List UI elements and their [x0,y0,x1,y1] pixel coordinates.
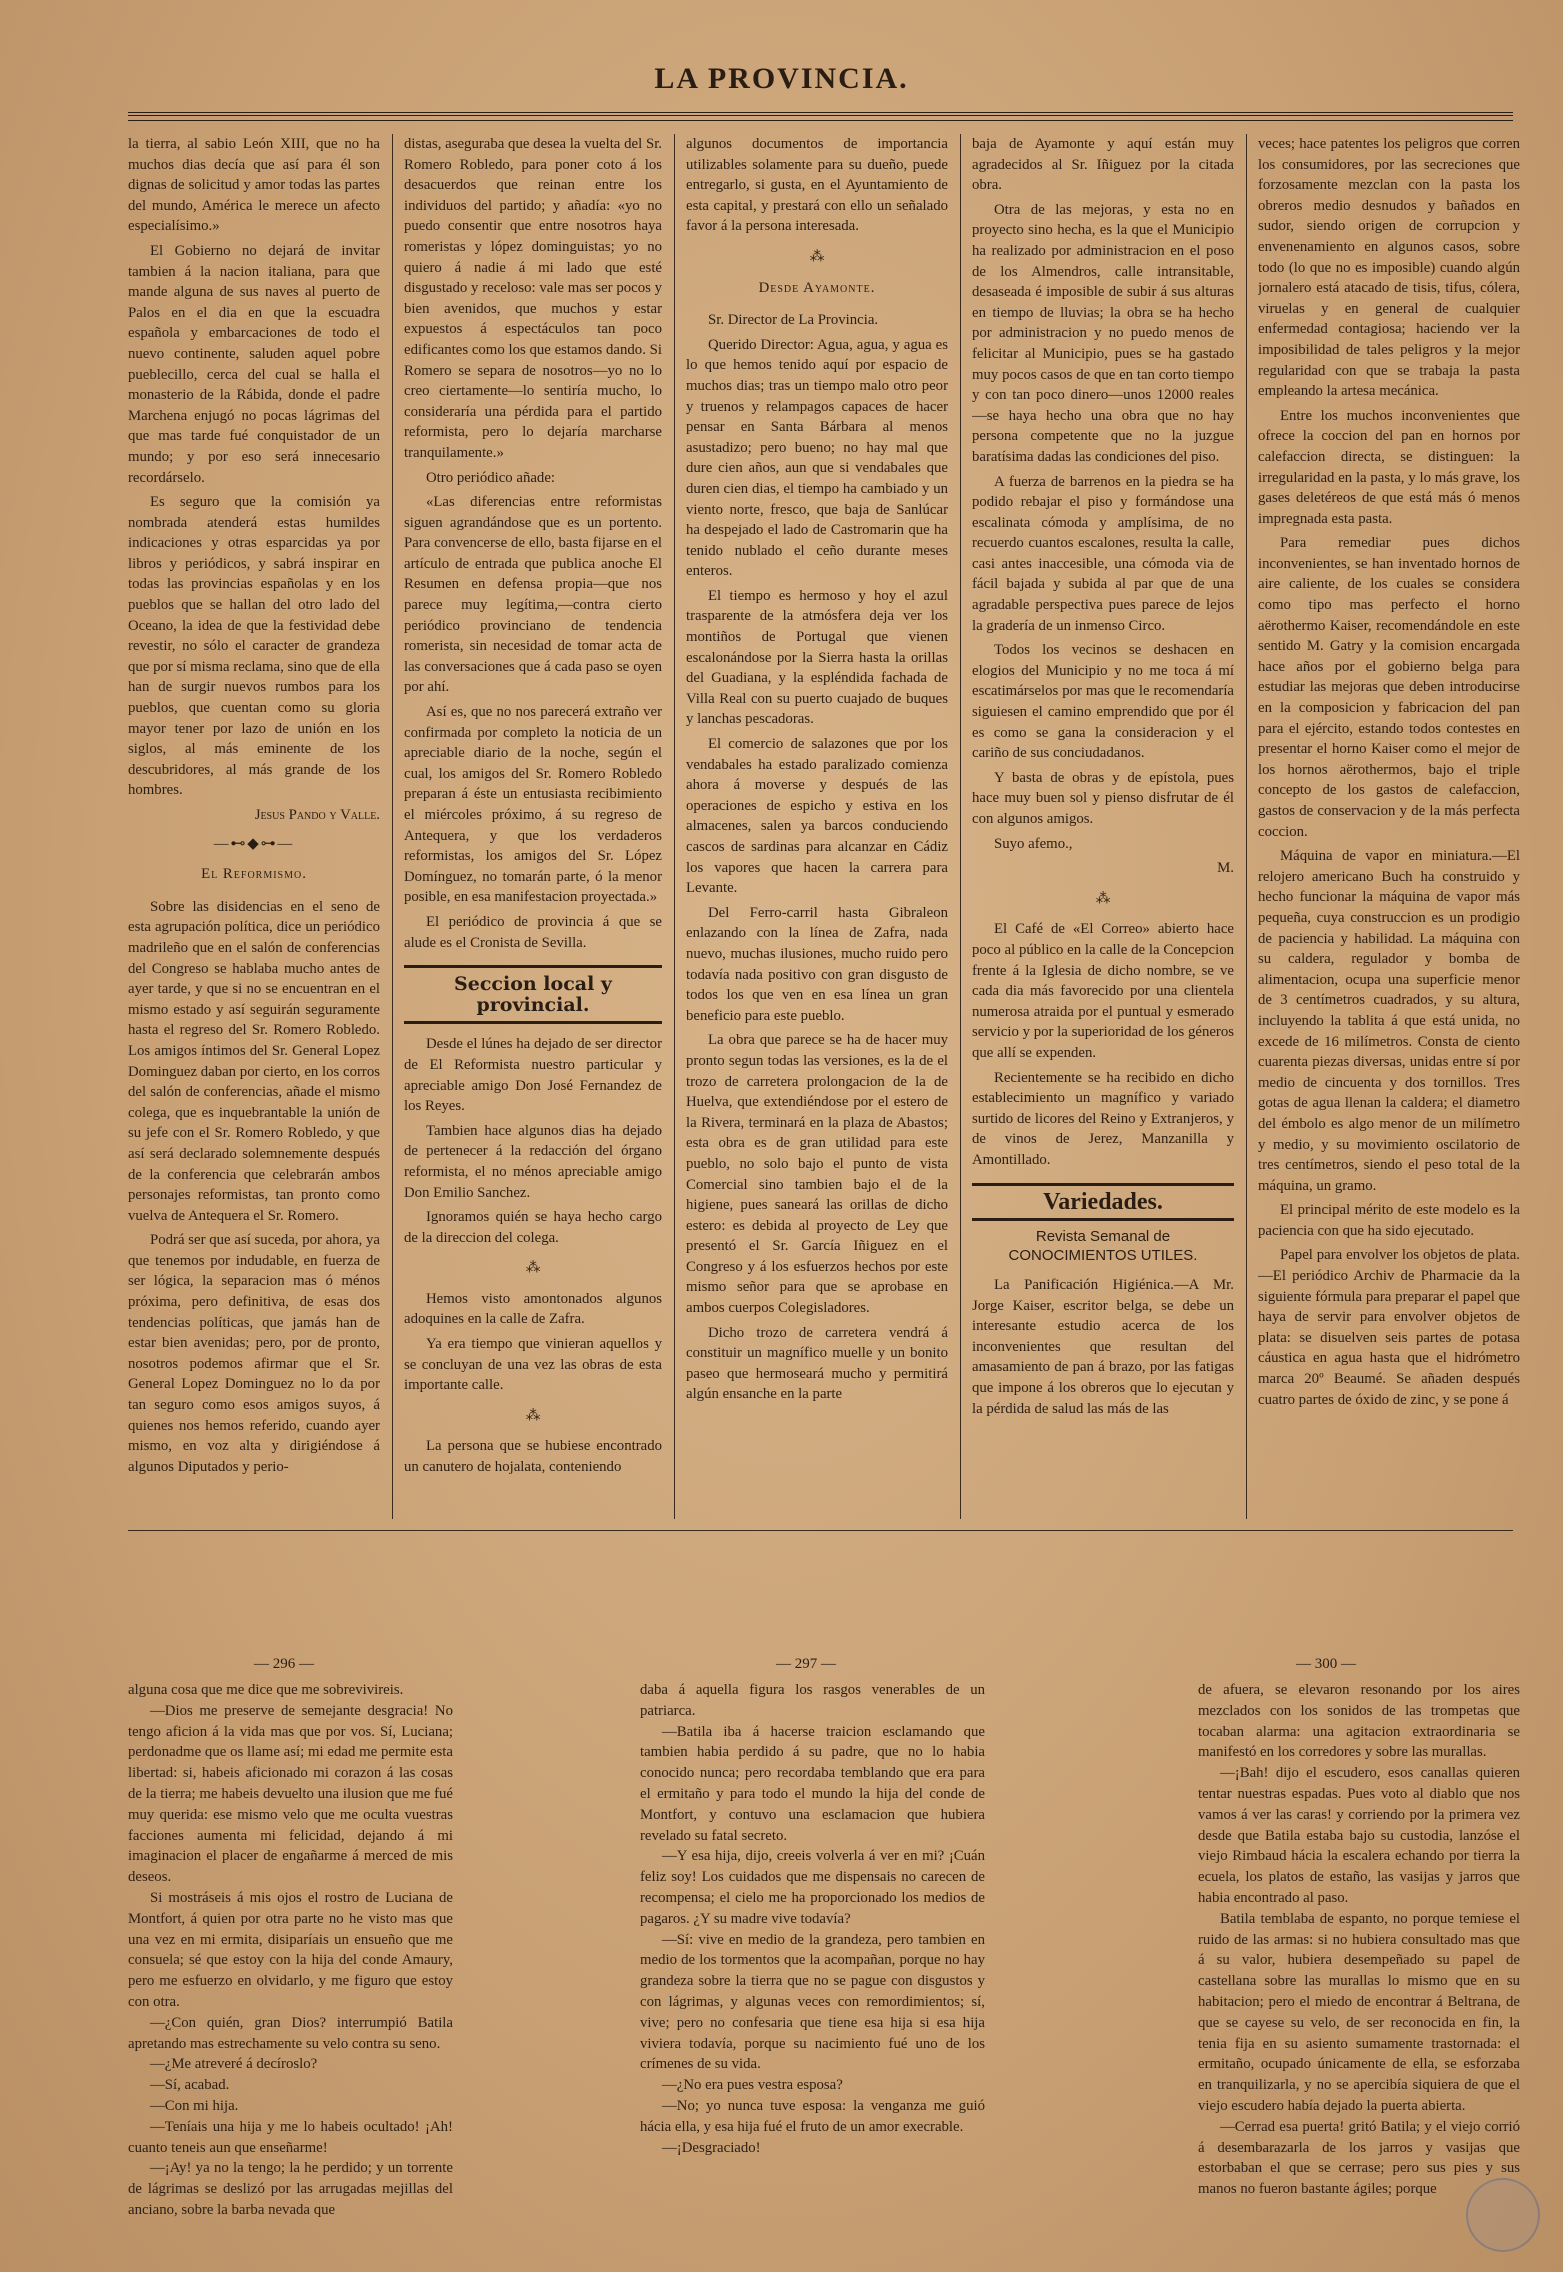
article-paragraph: algunos documentos de importancia utilizables solamente para su dueño, puede entregarlo, si gusta, en el Ayuntamiento de esta capital, y prestará con ello un señalado favor á la persona interesada. [686,136,948,235]
serial-paragraph: de afuera, se elevaron resonando por los aires mezclados con los sonidos de las trompetas que tocaban alarma: una agitacion extraordinaria se manifestó en los corredores y sobre las murallas. [1198,1682,1520,1761]
asterism-separator: ⁂ [525,1407,541,1424]
article-paragraph: El tiempo es hermoso y hoy el azul trasparente de la atmósfera deja ver los montiños de Portugal que vienen escalonándose por la Sierra hasta la orillas del Guadiana, y la espléndida fachada de Villa Real con su puerto cuajado de buques y lanchas pescadoras. [686,587,948,728]
serial-paragraph: Batila temblaba de espanto, no porque temiese el ruido de las armas: si no hubiera consultado mas que á su valor, hubiera desempeñado su papel de castellana sobre las murallas lo mismo que en su habitacion; pero el miedo de encontrar á Beltrana, de que se cayese su velo, de ser reconocida en fin, la tenia fija en su asiento sumamente trastornada: el ermitaño, ocupado únicamente de ella, se esforzaba en tranquilizarla, y no se apercibía siquiera de que el viejo escudero había dejado la puerta abierta. [1198,1910,1520,2114]
column-divider [1246,134,1247,1519]
upper-column-4 [972,134,1234,1519]
article-paragraph: La Panificación Higiénica.—A Mr. Jorge Kaiser, escritor belga, se debe un interesante estudio acerca de los inconvenientes que resultan del amasamiento de pan á brazo, por las fatigas que impone á los obreros que lo ejecutan y la pérdida de salud las más de las [972,1277,1234,1417]
article-paragraph: La persona que se hubiese encontrado un canutero de hojalata, conteniendo [404,1438,662,1476]
article-paragraph: Papel para envolver los objetos de plata.—El periódico Archiv de Pharmacie da la siguiente fórmula para preparar el papel que haya de servir para envolver objetos de plata: se disuelven seis partes de potasa cáustica en agua hasta que el hidrómetro marca 20º Beaumé. Se añaden después cuatro partes de óxido de zinc, y se pone á [1258,1247,1520,1408]
serial-paragraph: —¿Me atreveré á decíroslo? [150,2056,318,2073]
article-paragraph: Sobre las disidencias en el seno de esta agrupación política, dice un periódico madrileño que en el salón de conferencias del Congreso se hablaba mucho antes de ayer tarde, y que si no se encuentran en el mismo estado y así seguirán seguramente hasta el regreso del Sr. Romero Robledo. Los amigos íntimos del Sr. General Lopez Dominguez daban por cierto, en los corros del salón de conferencias, añade el mismo colega, que es inquebrantable la unión de su jefe con el Sr. Romero Robledo, y que así será declarado solemnemente después de la conferencia que celebrarán ambos personajes reformistas, tan pronto como vuelva de Antequera el Sr. Romero. [128,898,380,1224]
serial-paragraph: —¿Con quién, gran Dios? interrumpió Batila apretando mas estrechamente su velo contra su seno. [128,2014,453,2052]
column-divider [392,134,393,1519]
upper-column-2 [404,134,662,1519]
serial-paragraph: —Batila iba á hacerse traicion esclamando que tambien habia perdido á su padre, que no lo habia conocido nunca; pero recordaba temblando que era para el ermitaño y para todo el mundo la hija del conde de Montfort, y contuvo una esclamacion que hubiera revelado su fatal secreto. [640,1723,985,1844]
article-paragraph: Suyo afemo., [994,835,1073,852]
serial-paragraph: —Con mi hija. [150,2097,239,2114]
serial-paragraph: —¡Ay! ya no la tengo; la he perdido; y un torrente de lágrimas se deslizó por las arrugadas mejillas del anciano, sobre la barba nevada que [128,2160,453,2218]
page-number-296: — 296 — [254,1656,314,1672]
serial-paragraph: Si mostráseis á mis ojos el rostro de Luciana de Montfort, á quien por otra parte no he visto mas que una vez en mi ermita, disiparíais un ensueño que me consuela; sé que estoy con la hija del conde Amaury, pero me esfuerzo en olvidarlo, y me figuro que estoy con otra. [128,1889,453,2010]
serial-paragraph: —Y esa hija, dijo, creeis volverla á ver en mi? ¡Cuán feliz soy! Los cuidados que me dispensais no carecen de recompensa; el cielo me ha proporcionado los medios de pagaros. ¿Y su madre vive todavía? [640,1848,985,1927]
serial-paragraph: daba á aquella figura los rasgos venerables de un patriarca. [640,1682,985,1719]
serial-paragraph: —Dios me preserve de semejante desgracia! No tengo aficion á la vida mas que por vos. Sí, Luciana; perdonadme que os llame así; mi edad me permite esta libertad: si, habeis aficionado mi corazon á las cosas de la tierra; me habeis devuelto una ilusion que me fué muy querida: ese mismo velo que me oculta vuestras facciones aumenta mi felicidad, dejando á mi imaginacion el placer de engañarme á merced de mis deseos. [128,1702,453,1886]
serial-column-2 [640,1680,985,2240]
section-heading: Desde Ayamonte. [758,279,876,296]
section-heading: El Reformismo. [201,866,307,883]
asterism-separator: ⁂ [1095,890,1111,907]
article-paragraph: baja de Ayamonte y aquí están muy agradecidos al Sr. Iñiguez por la citada obra. [972,136,1234,194]
serial-column-3 [1198,1680,1520,2240]
section-banner: Seccion local y provincial. [404,965,662,1024]
serial-column-1 [128,1680,453,2240]
page-bottom-rule [128,1530,1513,1531]
upper-column-3 [686,134,948,1519]
article-paragraph: veces; hace patentes los peligros que corren los consumidores, por las secreciones que forzosamente mezclan con la pasta los obreros medio desnudos y bañados en sudor, siendo origen de corrupcion y envenenamiento en algunos casos, sobre todo (lo que no es imposible) cuando algún jornalero está atacado de tisis, tifus, cólera, viruelas y en general de cualquier enfermedad contagiosa; haciendo ver la imposibilidad de tales peligros y la mejor regularidad con que se trabaja la pasta empleando la artesa mecánica. [1258,136,1520,400]
article-paragraph: «Las diferencias entre reformistas siguen agrandándose que es un portento. Para convencerse de ello, basta fijarse en el artículo de entrada que publica anoche El Resumen en defensa propia—que nos parece muy legítima,—contra cierto periódico provinciano de tendencia romerista, sin necesidad de tomar acta de las conversaciones que á cada paso se oyen por ahí. [404,494,662,696]
serial-paragraph: —No; yo nunca tuve esposa: la venganza me guió hácia ella, y esa hija fué el fruto de un amor execrable. [640,2097,985,2135]
article-paragraph: El periódico de provincia á que se alude es el Cronista de Sevilla. [404,913,662,951]
article-paragraph: la tierra, al sabio León XIII, que no ha muchos dias decía que así para él son dignas de solicitud y amor todas las partes del mundo, América le merece un afecto especialísimo.» [128,136,380,235]
article-paragraph: El comercio de salazones que por los vendabales ha estado paralizado comienza ahora á moverse y después de las operaciones de espicho y estiva en los almacenes, salen ya barcos conduciendo cascos de sardinas para alcanzar en Cádiz los vapores que hacen la carrera para Levante. [686,736,948,897]
article-paragraph: Máquina de vapor en miniatura.—El relojero americano Buch ha construido y hecho funcionar la máquina de vapor más pequeña, cuya construccion es un prodigio de paciencia y habilidad. La máquina con su caldera, regulador y bomba de alimentacion, ocupa una superficie menor de 3 centímetros cuadrados, y su altura, incluyendo la tablita á que está unida, no excede de 16 milímetros. Consta de ciento cuarenta piezas diversas, unidas entre sí por medio de cincuenta y dos tornillos. Tres gotas de agua llenan la caldera; el diametro del émbolo es algo menor de un milímetro y medio, y su movimiento oscilatorio de tres centímetros, siendo el peso total de la máquina, un gramo. [1258,848,1520,1194]
article-signature: Jesus Pando y Valle. [254,807,380,823]
article-paragraph: A fuerza de barrenos en la piedra se ha podido rebajar el piso y formándose una escalinata cómoda y amplísima, de no recuerdo cuantos escalones, resulta la calle, casi antes inaccesible, una cómoda via de fácil bajada y subida al par que de una agradable perspectiva pues parece de lejos la gradería de un inmenso Circo. [972,473,1234,634]
upper-column-5 [1258,134,1520,1519]
page-number-297: — 297 — [776,1656,836,1672]
upper-column-1 [128,134,380,1519]
variedades-banner: Variedades. [972,1183,1234,1222]
article-paragraph: distas, aseguraba que desea la vuelta del Sr. Romero Robledo, para poner coto á los desacuerdos que reinan entre los individuos del partido; y añadía: «yo no puedo consentir que entre nosotros haya romeristas y lópez dominguistas; yo no quiero á nadie á mi lado que esté disgustado y receloso: vale mas ser pocos y bien avenidos, que muchos y estar expuestos á espectáculos tan poco edificantes como los que estamos dando. Si Romero se separa de nosotros—yo no lo creo ciertamente—lo sentiría mucho, lo consideraría una pérdida para el partido reformista, pero lo dejaría marcharse tranquilamente.» [404,136,662,461]
article-paragraph: Desde el lúnes ha dejado de ser director de El Reformista nuestro particular y apreciable amigo Don José Fernandez de los Reyes. [404,1036,662,1115]
serial-paragraph: —Sí, acabad. [150,2077,230,2094]
masthead-rule [128,112,1513,116]
serial-paragraph: —Sí: vive en medio de la grandeza, pero tambien en medio de los tormentos que la acompañan, porque no hay grandeza sobre la tierra que no se pague con disgustos y con lágrimas, y algunas veces con remordimientos; sí, vive; pero no confesaria que tiene esa hija si esa hija viviera todavía, porque su nacimiento fué uno de los crímenes de su vida. [640,1931,985,2073]
article-paragraph: Del Ferro-carril hasta Gibraleon enlazando con la línea de Zafra, nada nuevo, muchas ilusiones, mucho ruido pero todavía nada positivo con gran disgusto de todos los que ven en esa línea un gran beneficio para este pueblo. [686,904,948,1024]
serial-paragraph: —¿No era pues vestra esposa? [662,2077,843,2094]
article-paragraph: Hemos visto amontonados algunos adoquines en la calle de Zafra. [404,1290,662,1328]
article-paragraph: Dicho trozo de carretera vendrá á constituir un magnífico muelle y un bonito paseo que hermoseará mucho y permitirá algún ensanche en la parte [686,1324,948,1403]
column-divider [674,134,675,1519]
article-paragraph: Para remediar pues dichos inconvenientes, se han inventado hornos de aire caliente, de los cuales se considera como tipo mas perfecto el horno aërothermo Kaiser, recomendándole en este sentido M. Gatry y la comision encargada hace años por el gobierno belga para estudiar las mejoras que deben introducirse en la composicion y fabricacion del pan para el ejército, estando todos contestes en presentar el horno Kaiser como el mejor de los hornos aërothermos, bajo el triple concepto de los gastos de calefaccion, gastos de conservacion y de la más perfecta coccion. [1258,535,1520,840]
article-paragraph: Ya era tiempo que vinieran aquellos y se concluyan de una vez las obras de esta importante calle. [404,1336,662,1394]
masthead-rule-thin [128,120,1513,121]
article-paragraph: El Gobierno no dejará de invitar tambien á la nacion italiana, para que mande alguna de sus naves al puerto de Palos en el dia en que la escuadra española y embarcaciones de todo el nuevo continente, saluden aquel pobre pueblecillo, cerca del cual se halla el monasterio de la Rábida, donde el padre Marchena enjugó no pocas lágrimas del que mas tarde fué conquistador de un mundo; y por eso será innecesario recordárselo. [128,242,380,486]
serial-paragraph: —¡Desgraciado! [662,2139,761,2156]
article-paragraph: El principal mérito de este modelo es la paciencia con que ha sido ejecutado. [1258,1202,1520,1239]
article-paragraph: Otra de las mejoras, y esta no en proyecto sino hecha, es la que el Municipio ha realizado por administracion en el poso de los Almendros, calle intransitable, desaseada é imposible de subir á sus alturas en tiempo de lluvias; la obra se ha hecho por administracion y no puedo menos de felicitar al Municipio, pues se ha gastado muy pocos casos de que en tan corto tiempo y con tan poco dinero—unos 12000 reales—se haya hecho una obra que no hay persona competente que no la juzgue baratísima dadas las condiciones del piso. [972,201,1234,465]
article-paragraph: La obra que parece se ha de hacer muy pronto segun todas las versiones, es la de el trozo de carretera prolongacion de la de Huelva, que extendiéndose por el estero de la Rivera, terminará en la plaza de Abastos; esta obra es de gran utilidad para este pueblo, no solo bajo el punto de vista Comercial sino tambien bajo el de la higiene, pues saneará las orillas de dicho estero: es debida al proyecto de Ley que presentó el Sr. García Iñiguez en el Congreso y á los esfuerzos hechos por este mismo señor para que se aprobase en ambos cuerpos Colegisladores. [686,1032,948,1317]
article-paragraph: Todos los vecinos se deshacen en elogios del Municipio y no me toca á mí escatimárselos por mas que le recomendaría siguiesen el camino emprendido que por él es como se gana la consideracion y el cariño de sus conciudadanos. [972,642,1234,762]
ornament-divider: —⊷◆⊶— [213,835,295,852]
article-paragraph: Y basta de obras y de epístola, pues hace muy buen sol y pienso disfrutar de él con algunos amigos. [972,769,1234,827]
article-paragraph: Es seguro que la comisión ya nombrada atenderá estas humildes indicaciones y otras esparcidas ya por libros y periódicos, y sabrá inspirar en todas las provincias españolas y en los pueblos que se hallan del otro lado del Oceano, la idea de que la festividad debe revestir, no sólo el caracter de grandeza que por sí misma reclama, sino que de ella han de surgir nuevos rumbos para los pueblos, que cuentan como su gloria mayor tener por lazo de unión en los siglos, al más eminente de los descubridores, al más grande de los hombres. [128,494,380,799]
article-paragraph: Entre los muchos inconvenientes que ofrece la coccion del pan en hornos por calefaccion directa, se distinguen: la irregularidad en la pasta, y lo más grave, los gases deletéreos de que está más ó menos impregnada esta pasta. [1258,407,1520,527]
article-paragraph: Tambien hace algunos dias ha dejado de pertenecer á la redacción del órgano reformista, el no ménos apreciable amigo Don Emilio Sanchez. [404,1122,662,1201]
article-paragraph: El Café de «El Correo» abierto hace poco al público en la calle de la Concepcion frente á la Iglesia de dicho nombre, se ve cada dia más favorecido por una clientela numerosa atraida por el puntual y esmerado servicio y por la superioridad de los géneros que allí se expenden. [972,921,1234,1061]
article-paragraph: Ignoramos quién se haya hecho cargo de la direccion del colega. [404,1209,662,1246]
article-signature: M. [1217,860,1234,877]
section-subtitle: Revista Semanal de CONOCIMIENTOS UTILES. [1008,1228,1198,1265]
article-paragraph: Podrá ser que así suceda, por ahora, ya que tenemos por indudable, en fuerza de ser lógica, la separacion mas ó ménos próxima, pero definitiva, de esas dos tendencias políticas, que jamás han de estar bien avenidas; pero, por de pronto, nosotros podemos afirmar que el Sr. General Lopez Dominguez no lo da por tan seguro como esos amigos suyos, á quienes nos hemos referido, cuando ayer mismo, en voz alta y dirigiéndose á algunos Diputados y perio- [128,1232,380,1475]
serial-paragraph: —Cerrad esa puerta! gritó Batila; y el viejo corrió á desembarazarla de los jarros y vasijas que estorbaban el que se cerrase; pero sus pies y sus manos no fueron bastante ágiles; porque [1198,2118,1520,2198]
serial-paragraph: —Teníais una hija y me lo habeis ocultado! ¡Ah! cuanto teneis aun que enseñarme! [128,2118,453,2156]
article-paragraph: Otro periódico añade: [426,469,556,486]
masthead: LA PROVINCIA. [654,62,909,95]
serial-paragraph: alguna cosa que me dice que me sobrevivireis. [128,1682,404,1698]
library-stamp [1466,2178,1540,2252]
asterism-separator: ⁂ [525,1260,541,1277]
article-paragraph: Sr. Director de La Provincia. [708,312,879,329]
serial-paragraph: —¡Bah! dijo el escudero, esos canallas quieren tentar nuestras espadas. Pues voto al diablo que nos vamos á ver las caras! y corriendo por la primera vez desde que Batila estaba bajo su custodia, lanzóse el viejo Rimbaud hácia la escalera echando por tierra la ecuela, los platos de estaño, las vasijas y jarros que habia encontrado al paso. [1198,1765,1520,1906]
column-divider [960,134,961,1519]
article-paragraph: Así es, que no nos parecerá extraño ver confirmada por completo la noticia de un apreciable diario de la noche, según el cual, los amigos del Sr. Romero Robledo preparan á éste un entusiasta recibimiento el miércoles próximo, á su regreso de Antequera, y que los verdaderos reformistas, los amigos del Sr. López Domínguez, no tomarán parte, ó la menor posible, en esa manifestacion proyectada.» [404,704,662,906]
article-paragraph: Recientemente se ha recibido en dicho establecimiento un magnífico y variado surtido de licores del Reino y Extranjeros, y de vinos de Jerez, Manzanilla y Amontillado. [972,1069,1234,1168]
asterism-separator: ⁂ [809,248,825,265]
page-number-300: — 300 — [1296,1656,1356,1672]
article-paragraph: Querido Director: Agua, agua, y agua es lo que hemos tenido aquí por espacio de muchos dias; tras un tiempo malo otro peor y truenos y relampagos capaces de hacer pensar en Santa Bárbara al menos asustadizo; pero bueno; no hay mal que dure cien años, aun que si vendabales que duren cien dias, el tiempo ha cambiado y un viento norte, fresco, que baja de Sanlúcar ha despejado el lado de Castromarin que ha tenido nublado el ceño durante meses enteros. [686,336,948,580]
